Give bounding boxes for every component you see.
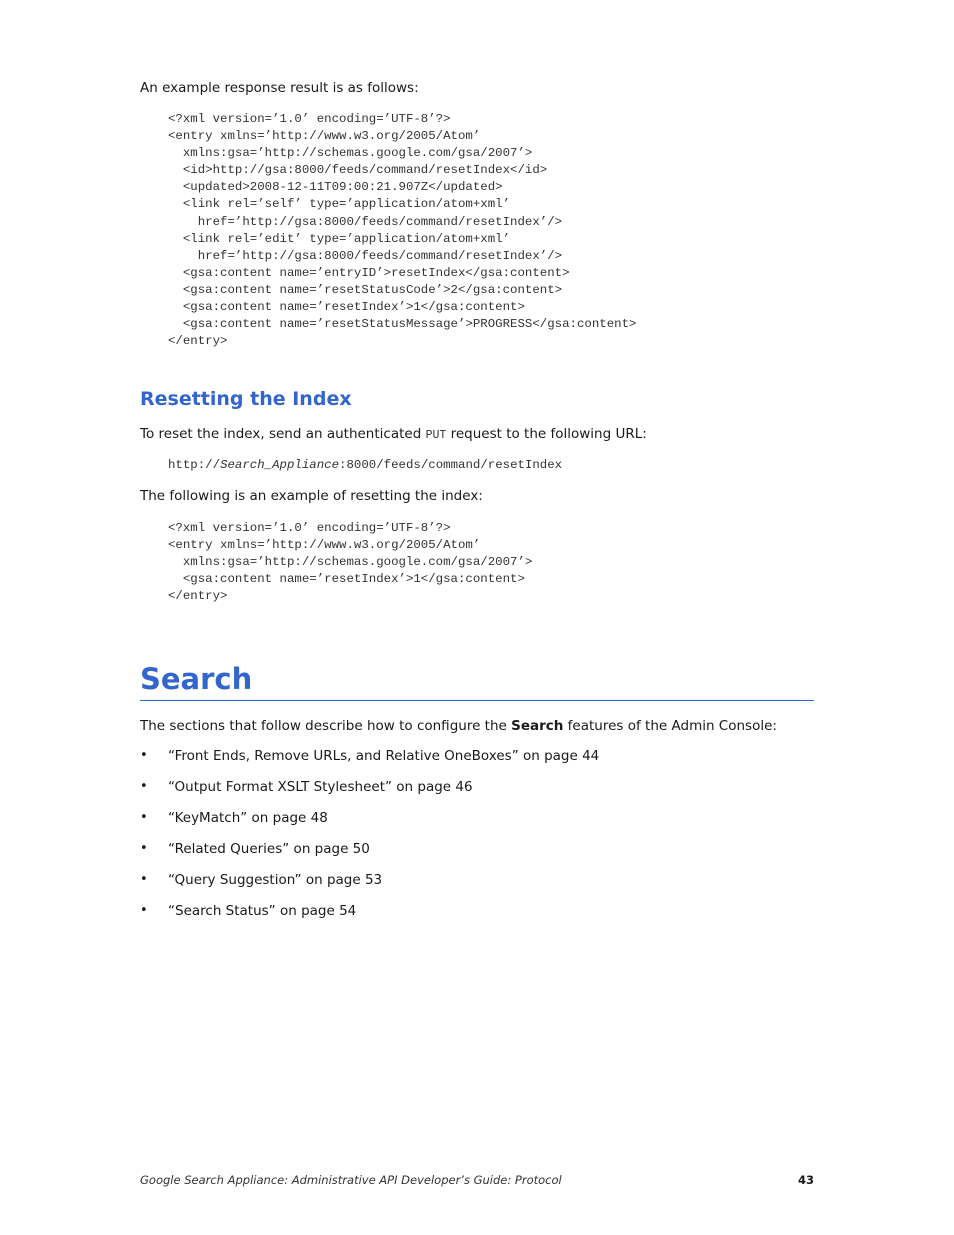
code-line: <gsa:content name=’resetIndex’>1</gsa:content> [168, 572, 525, 587]
bullet: • [140, 779, 148, 794]
code-line: </entry> [168, 589, 228, 604]
list-item [140, 778, 599, 809]
code-line: <gsa:content name=’resetStatusMessage’>PROGRESS</gsa:content> [168, 317, 637, 332]
url-variable: Search_Appliance [220, 458, 340, 472]
reset-intro [140, 425, 647, 445]
list-item [140, 902, 599, 933]
code-line: <gsa:content name=’resetIndex’>1</gsa:content> [168, 300, 525, 315]
code-line: <?xml version=’1.0’ encoding=’UTF-8’?> [168, 521, 451, 535]
bullet: • [140, 748, 148, 763]
reset-intro-after: request to the following URL: [446, 426, 647, 442]
list-item-link[interactable]: “Search Status” on page 54 [168, 903, 357, 919]
bullet: • [140, 903, 148, 918]
list-item-link[interactable]: “Related Queries” on page 50 [168, 841, 370, 857]
search-intro-after: features of the Admin Console: [563, 718, 777, 734]
code-line: href=’http://gsa:8000/feeds/command/resetIndex’/> [168, 248, 563, 263]
heading-rule [140, 700, 814, 701]
code-line: <updated>2008-12-11T09:00:21.907Z</updated> [168, 180, 503, 195]
search-topics-list [140, 747, 599, 933]
code-line: <gsa:content name=’entryID’>resetIndex</gsa:content> [168, 265, 570, 280]
list-item-link[interactable]: “Front Ends, Remove URLs, and Relative OneBoxes” on page 44 [168, 748, 600, 764]
code-line: href=’http://gsa:8000/feeds/command/resetIndex’/> [168, 214, 563, 229]
code-line: <entry xmlns=’http://www.w3.org/2005/Atom’ [168, 538, 481, 553]
code-line: xmlns:gsa=’http://schemas.google.com/gsa/2007’> [168, 555, 533, 570]
section-heading-resetting-index: Resetting the Index [140, 388, 352, 410]
code-line: </entry> [168, 334, 228, 349]
intro-text: An example response result is as follows: [140, 80, 419, 96]
list-item-link[interactable]: “Query Suggestion” on page 53 [168, 872, 383, 888]
search-intro-before: The sections that follow describe how to configure the [140, 718, 512, 734]
list-item-link[interactable]: “KeyMatch” on page 48 [168, 810, 328, 826]
list-item [140, 840, 599, 871]
footer-document-title: Google Search Appliance: Administrative API Developer’s Guide: Protocol [140, 1173, 562, 1187]
code-line: <?xml version=’1.0’ encoding=’UTF-8’?> [168, 112, 451, 126]
code-line: xmlns:gsa=’http://schemas.google.com/gsa/2007’> [168, 146, 533, 161]
list-item-link[interactable]: “Output Format XSLT Stylesheet” on page 46 [168, 779, 473, 795]
reset-intro-before: To reset the index, send an authenticated [140, 426, 426, 442]
reset-example-code-block [168, 520, 532, 605]
url-suffix: :8000/feeds/command/resetIndex [339, 458, 563, 472]
search-intro [140, 717, 777, 735]
code-line: <link rel=’self’ type=’application/atom+xml’ [168, 197, 511, 212]
search-intro-bold: Search [511, 718, 564, 734]
code-line: <link rel=’edit’ type=’application/atom+xml’ [168, 231, 511, 246]
bullet: • [140, 872, 148, 887]
reset-example-intro: The following is an example of resetting the index: [140, 488, 483, 504]
reset-url [168, 457, 562, 474]
list-item [140, 747, 599, 778]
code-line: <id>http://gsa:8000/feeds/command/resetIndex</id> [168, 163, 548, 178]
code-line: <gsa:content name=’resetStatusCode’>2</gsa:content> [168, 282, 563, 297]
list-item [140, 809, 599, 840]
bullet: • [140, 841, 148, 856]
response-code-block [168, 111, 636, 350]
put-method-code: PUT [425, 429, 447, 442]
code-line: <entry xmlns=’http://www.w3.org/2005/Atom’ [168, 129, 481, 144]
url-prefix: http:// [168, 458, 221, 472]
footer-page-number: 43 [797, 1173, 814, 1187]
list-item [140, 871, 599, 902]
bullet: • [140, 810, 148, 825]
section-heading-search: Search [140, 662, 253, 696]
